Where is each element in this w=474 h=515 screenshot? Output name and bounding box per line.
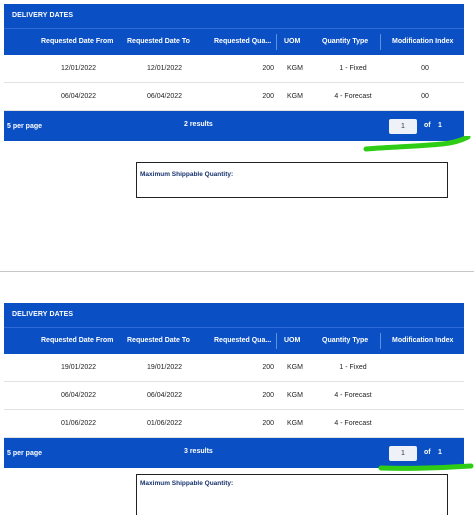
cell-uom: KGM xyxy=(287,392,303,399)
cell-quantity-type: 4 - Forecast xyxy=(334,392,372,399)
per-page-selector[interactable]: 5 per page xyxy=(7,450,43,457)
cell-modification-index: 00 xyxy=(421,93,429,100)
cell-uom: KGM xyxy=(287,364,303,371)
highlight-annotation xyxy=(378,462,474,474)
cell-requested-date-to: 01/06/2022 xyxy=(147,420,183,427)
cell-quantity-type: 4 - Forecast xyxy=(334,420,372,427)
cell-quantity-type: 4 - Forecast xyxy=(334,93,372,100)
column-header-requested-quantity[interactable]: Requested Qua... xyxy=(214,38,272,45)
table-header xyxy=(4,28,464,55)
cell-requested-quantity: 200 xyxy=(262,420,274,427)
column-header-requested-date-from[interactable]: Requested Date From xyxy=(41,337,114,344)
column-separator xyxy=(380,34,381,50)
column-header-uom[interactable]: UOM xyxy=(284,337,301,344)
page-number-input[interactable]: 1 xyxy=(389,446,417,461)
total-pages: 1 xyxy=(438,122,442,129)
cell-requested-date-to: 06/04/2022 xyxy=(147,93,183,100)
column-separator xyxy=(380,333,381,349)
delivery-dates-panel-1 xyxy=(4,4,464,141)
delivery-dates-panel-2 xyxy=(4,303,464,468)
cell-quantity-type: 1 - Fixed xyxy=(339,65,367,72)
cell-requested-date-from: 01/06/2022 xyxy=(61,420,97,427)
table-row[interactable] xyxy=(4,83,464,111)
cell-requested-date-from: 12/01/2022 xyxy=(61,65,97,72)
panel-title: DELIVERY DATES xyxy=(4,4,464,28)
column-header-requested-date-to[interactable]: Requested Date To xyxy=(127,38,190,45)
table-row[interactable] xyxy=(4,410,464,438)
cell-requested-quantity: 200 xyxy=(262,364,274,371)
column-header-requested-date-to[interactable]: Requested Date To xyxy=(127,337,190,344)
column-header-uom[interactable]: UOM xyxy=(284,38,301,45)
table-row[interactable] xyxy=(4,55,464,83)
cell-requested-quantity: 200 xyxy=(262,392,274,399)
column-separator xyxy=(276,333,277,349)
page-number-input[interactable]: 1 xyxy=(389,119,417,134)
table-row[interactable] xyxy=(4,354,464,382)
cell-requested-date-to: 06/04/2022 xyxy=(147,392,183,399)
table-header xyxy=(4,327,464,354)
cell-requested-date-to: 12/01/2022 xyxy=(147,65,183,72)
cell-uom: KGM xyxy=(287,420,303,427)
cell-requested-quantity: 200 xyxy=(262,65,274,72)
max-shippable-quantity-label: Maximum Shippable Quantity: xyxy=(140,480,234,487)
table-row[interactable] xyxy=(4,382,464,410)
column-separator xyxy=(276,34,277,50)
panel-title: DELIVERY DATES xyxy=(4,303,464,327)
cell-modification-index: 00 xyxy=(421,65,429,72)
page-of-label: of xyxy=(424,449,431,456)
cell-uom: KGM xyxy=(287,65,303,72)
results-count: 2 results xyxy=(184,121,213,128)
column-header-quantity-type[interactable]: Quantity Type xyxy=(322,38,369,45)
max-shippable-quantity-label: Maximum Shippable Quantity: xyxy=(140,171,234,178)
max-shippable-quantity-box xyxy=(136,162,448,198)
column-header-requested-quantity[interactable]: Requested Qua... xyxy=(214,337,272,344)
total-pages: 1 xyxy=(438,449,442,456)
column-header-modification-index[interactable]: Modification Index xyxy=(392,337,454,344)
highlight-annotation xyxy=(362,136,474,154)
divider xyxy=(0,271,474,272)
cell-requested-date-from: 19/01/2022 xyxy=(61,364,97,371)
cell-quantity-type: 1 - Fixed xyxy=(339,364,367,371)
page-of-label: of xyxy=(424,122,431,129)
cell-requested-date-from: 06/04/2022 xyxy=(61,392,97,399)
per-page-selector[interactable]: 5 per page xyxy=(7,123,43,130)
results-count: 3 results xyxy=(184,448,213,455)
column-header-requested-date-from[interactable]: Requested Date From xyxy=(41,38,114,45)
cell-requested-quantity: 200 xyxy=(262,93,274,100)
column-header-modification-index[interactable]: Modification Index xyxy=(392,38,454,45)
cell-requested-date-to: 19/01/2022 xyxy=(147,364,183,371)
column-header-quantity-type[interactable]: Quantity Type xyxy=(322,337,369,344)
cell-uom: KGM xyxy=(287,93,303,100)
cell-requested-date-from: 06/04/2022 xyxy=(61,93,97,100)
